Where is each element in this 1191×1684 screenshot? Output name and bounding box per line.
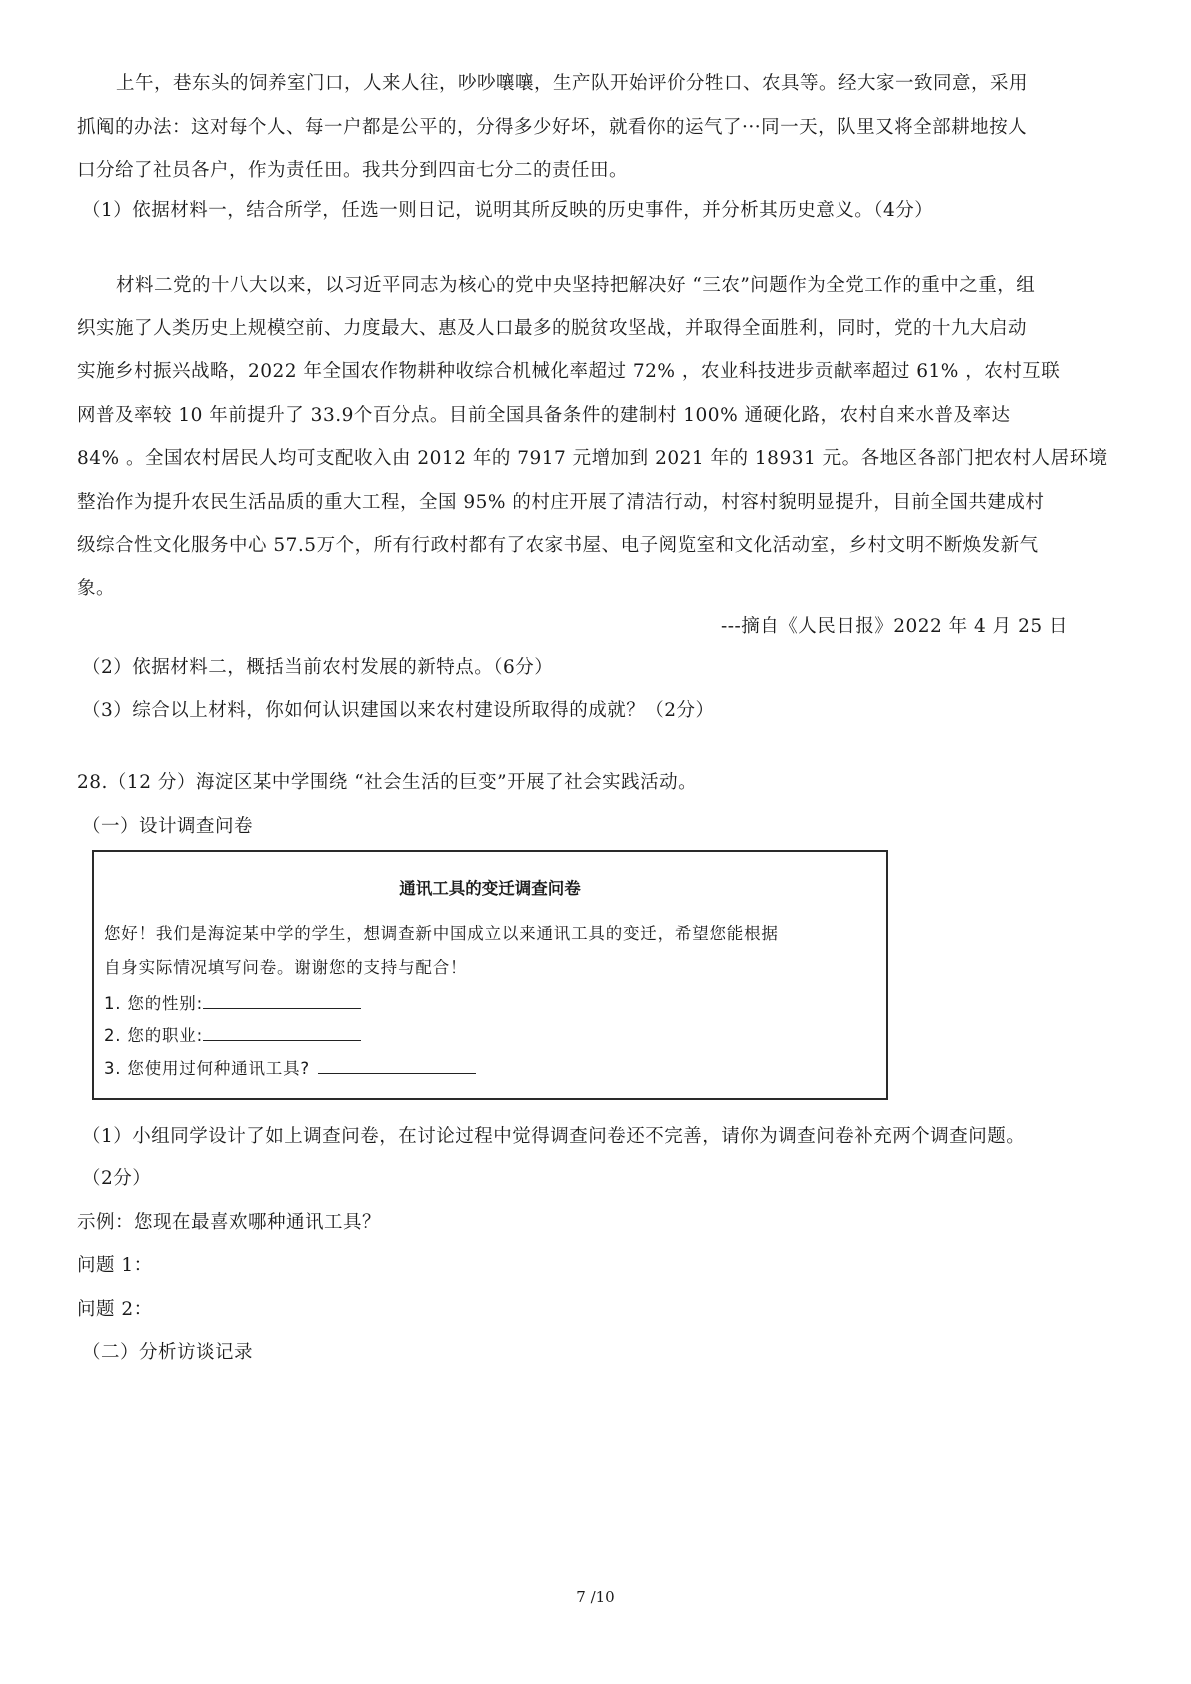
example-question: 示例：您现在最喜欢哪种通讯工具？ xyxy=(77,1212,382,1233)
material2-paragraph-line: 整治作为提升农民生活品质的重大工程，全国 95% 的村庄开展了清洁行动，村容村貌明显提升，目前全国共建成村 xyxy=(77,492,1045,513)
section-heading-interview: （二）分析访谈记录 xyxy=(82,1342,254,1363)
answer-blank xyxy=(318,1059,476,1074)
survey-item-tools xyxy=(104,1058,476,1080)
material2-paragraph-line: 象。 xyxy=(77,578,116,599)
material2-paragraph-line: 材料二党的十八大以来，以习近平同志为核心的党中央坚持把解决好 “三农”问题作为全党工作的重中之重，组 xyxy=(116,275,1036,296)
survey-intro-line: 您好！我们是海淀某中学的学生，想调查新中国成立以来通讯工具的变迁，希望您能根据 xyxy=(104,924,779,943)
page-number: 7 /10 xyxy=(576,1588,615,1606)
question-2: （2）依据材料二，概括当前农村发展的新特点。（6分） xyxy=(82,657,554,678)
question-28-sub-1-score: （2分） xyxy=(82,1168,152,1189)
question-3: （3）综合以上材料，你如何认识建国以来农村建设所取得的成就？（2分） xyxy=(82,700,715,721)
material2-paragraph-line: 实施乡村振兴战略，2022 年全国农作物耕种收综合机械化率超过 72% ，农业科技进步贡献率超过 61% ，农村互联 xyxy=(77,361,1061,382)
survey-item-gender xyxy=(104,993,361,1015)
material2-paragraph-line: 网普及率较 10 年前提升了 33.9个百分点。目前全国具备条件的建制村 100% 通硬化路，农村自来水普及率达 xyxy=(77,405,1011,426)
question-1: （1）依据材料一，结合所学，任选一则日记，说明其所反映的历史事件，并分析其历史意义。（4分） xyxy=(82,200,934,221)
material2-source: ---摘自《人民日报》2022 年 4 月 25 日 xyxy=(720,616,1068,637)
material1-paragraph-line: 抓阄的办法：这对每个人、每一户都是公平的，分得多少好坏，就看你的运气了···同一天，队里又将全部耕地按人 xyxy=(77,117,1028,138)
survey-item-label: 1. 您的性别: xyxy=(104,994,203,1013)
survey-item-label: 2. 您的职业: xyxy=(104,1026,203,1045)
survey-item-label: 3. 您使用过何种通讯工具? xyxy=(104,1059,310,1078)
material2-paragraph-line: 级综合性文化服务中心 57.5万个，所有行政村都有了农家书屋、电子阅览室和文化活动室，乡村文明不断焕发新气 xyxy=(77,535,1039,556)
answer-blank xyxy=(203,1026,361,1041)
survey-questionnaire-box xyxy=(92,850,888,1100)
section-heading-design-survey: （一）设计调查问卷 xyxy=(82,816,254,837)
material1-paragraph-line: 上午，巷东头的饲养室门口，人来人往，吵吵嚷嚷，生产队开始评价分牲口、农具等。经大家一致同意，采用 xyxy=(116,73,1029,94)
answer-blank xyxy=(203,994,361,1009)
question-28-sub-1: （1）小组同学设计了如上调查问卷，在讨论过程中觉得调查问卷还不完善，请你为调查问卷补充两个调查问题。 xyxy=(82,1126,1026,1147)
material2-paragraph-line: 织实施了人类历史上规模空前、力度最大、惠及人口最多的脱贫攻坚战，并取得全面胜利，同时，党的十九大启动 xyxy=(77,318,1028,339)
survey-item-occupation xyxy=(104,1025,361,1047)
answer-question-1: 问题 1： xyxy=(77,1255,153,1276)
survey-intro-line: 自身实际情况填写问卷。谢谢您的支持与配合！ xyxy=(104,958,468,977)
survey-title: 通讯工具的变迁调查问卷 xyxy=(399,879,581,898)
material2-paragraph-line: 84% 。全国农村居民人均可支配收入由 2012 年的 7917 元增加到 2021 年的 18931 元。各地区各部门把农村人居环境 xyxy=(77,448,1108,469)
answer-question-2: 问题 2： xyxy=(77,1299,153,1320)
material1-paragraph-line: 口分给了社员各户，作为责任田。我共分到四亩七分二的责任田。 xyxy=(77,160,629,181)
question-28-title: 28.（12 分）海淀区某中学围绕 “社会生活的巨变”开展了社会实践活动。 xyxy=(77,772,698,793)
